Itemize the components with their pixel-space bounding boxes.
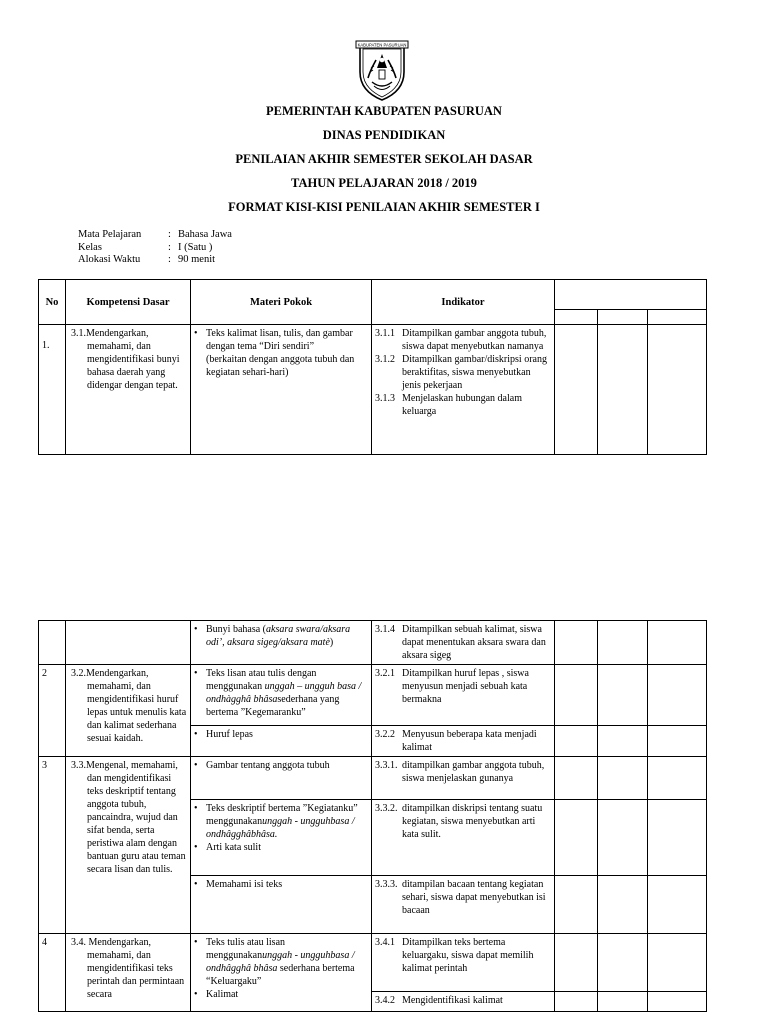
kompetensi-dasar-cell: 3.3.Mengenal, memahami, dan mengidentifikasi teks deskriptif tentang anggota tubuh, pancaindra, wujud dan sifat benda, serta peristiwa alam dengan bantuan guru atau teman secara lisan dan tulis. bbox=[66, 757, 191, 934]
meta-row bbox=[78, 229, 232, 242]
materi-cell: • Gambar tentang anggota tubuh bbox=[191, 757, 372, 800]
header-no: No bbox=[39, 280, 66, 325]
indikator-item: 3.1.2 Ditampilkan gambar/diskripsi orang beraktifitas, siswa menyebutkan jenis pekerjaan bbox=[375, 354, 547, 391]
meta-key: Kelas bbox=[78, 241, 102, 253]
materi-cell: • Teks deskriptif bertema ”Kegiatanku” menggunakanunggah - ungguhbasa / ondhâgghâbhâsa. • Arti kata sulit bbox=[191, 800, 372, 876]
materi-cell: • Bunyi bahasa (aksara swara/aksara odi’, aksara sigeg/aksara matè) bbox=[191, 621, 372, 665]
kisi-kisi-table-2 bbox=[38, 620, 707, 1012]
header-materi-pokok: Materi Pokok bbox=[191, 280, 372, 325]
row-no: 1. bbox=[39, 325, 66, 455]
meta-key: Mata Pelajaran bbox=[78, 229, 142, 240]
kisi-kisi-table-1 bbox=[38, 279, 707, 455]
kabupaten-pasuruan-logo bbox=[354, 38, 410, 102]
table-row bbox=[39, 757, 707, 800]
meta-value: Bahasa Jawa bbox=[178, 229, 232, 240]
table-row bbox=[39, 665, 707, 726]
kompetensi-dasar-cell bbox=[66, 621, 191, 665]
materi-text: (berkaitan dengan anggota tubuh dan kegiatan sehari-hari) bbox=[206, 354, 355, 378]
row-no: 4 bbox=[39, 934, 66, 1012]
meta-value: I (Satu ) bbox=[178, 241, 213, 253]
header-empty bbox=[555, 280, 707, 310]
table-row bbox=[39, 325, 707, 455]
header-subcell bbox=[598, 310, 648, 325]
header-line-5: FORMAT KISI-KISI PENILAIAN AKHIR SEMESTER I bbox=[228, 200, 540, 214]
indikator-cell: 3.3.2. ditampilkan diskripsi tentang suatu kegiatan, siswa menyebutkan arti kata sulit. bbox=[372, 800, 555, 876]
indikator-cell: 3.2.1 Ditampilkan huruf lepas , siswa menyusun menjadi sebuah kata bermakna bbox=[372, 665, 555, 726]
indikator-cell: 3.2.2 Menyusun beberapa kata menjadi kalimat bbox=[372, 726, 555, 757]
subject-info bbox=[78, 229, 232, 267]
header-line-3: PENILAIAN AKHIR SEMESTER SEKOLAH DASAR bbox=[235, 152, 533, 166]
header-subcell bbox=[555, 310, 598, 325]
kd-text: 3.1.Mendengarkan, memahami, dan mengidentifikasi bunyi bahasa daerah yang didengar dengan tepat. bbox=[71, 328, 180, 391]
indikator-cell: 3.4.1 Ditampilkan teks bertema keluargaku, siswa dapat memilih kalimat perintah bbox=[372, 934, 555, 992]
materi-text: Teks kalimat lisan, tulis, dan gambar dengan tema “Diri sendiri” bbox=[206, 328, 353, 352]
header-line-1: PEMERINTAH KABUPATEN PASURUAN bbox=[266, 104, 502, 118]
indikator-cell: 3.3.1. ditampilkan gambar anggota tubuh, siswa menjelaskan gunanya bbox=[372, 757, 555, 800]
meta-row bbox=[78, 242, 232, 255]
header-line-2: DINAS PENDIDIKAN bbox=[322, 128, 446, 142]
materi-cell: • Teks tulis atau lisan menggunakanunggah - ungguhbasa / ondhâgghâ bhâsa sederhana bertema “Keluargaku” • Kalimat bbox=[191, 934, 372, 1012]
header-indikator: Indikator bbox=[372, 280, 555, 325]
meta-value: 90 menit bbox=[178, 254, 216, 265]
indikator-item: 3.1.1 Ditampilkan gambar anggota tubuh, siswa dapat menyebutkan namanya bbox=[375, 328, 547, 352]
empty-cell bbox=[555, 325, 598, 455]
table-row bbox=[39, 934, 707, 992]
indikator-cell: 3.4.2 Mengidentifikasi kalimat bbox=[372, 992, 555, 1012]
empty-cell bbox=[598, 325, 648, 455]
meta-sep: : bbox=[168, 229, 171, 240]
meta-sep: : bbox=[168, 241, 171, 253]
svg-text:KABUPATEN PASURUAN: KABUPATEN PASURUAN bbox=[357, 42, 407, 48]
indikator-cell bbox=[372, 325, 555, 455]
empty-cell bbox=[648, 325, 707, 455]
list-item: • Teks kalimat lisan, tulis, dan gambar dengan tema “Diri sendiri” bbox=[194, 327, 368, 353]
materi-cell: • Huruf lepas bbox=[191, 726, 372, 757]
materi-cell: • Teks lisan atau tulis dengan menggunakan unggah – ungguh basa / ondhàgghâ bhâsasederhana yang bertema ”Kegemaranku” bbox=[191, 665, 372, 726]
row-no: 2 bbox=[39, 665, 66, 757]
materi-cell: • Memahami isi teks bbox=[191, 876, 372, 934]
kompetensi-dasar-cell: 3.2.Mendengarkan, memahami, dan mengidentifikasi huruf lepas untuk menulis kata dan kalimat sederhana sesuai kaidah. bbox=[66, 665, 191, 757]
materi-cell bbox=[191, 325, 372, 455]
header-kompetensi-dasar: Kompetensi Dasar bbox=[66, 280, 191, 325]
header-line-4: TAHUN PELAJARAN 2018 / 2019 bbox=[291, 176, 477, 190]
kompetensi-dasar-cell bbox=[66, 325, 191, 455]
indikator-item: 3.1.3 Menjelaskan hubungan dalam keluarga bbox=[375, 393, 522, 417]
indikator-cell: 3.3.3. ditampilan bacaan tentang kegiatan sehari, siswa dapat menyebutkan isi bacaan bbox=[372, 876, 555, 934]
meta-row bbox=[78, 254, 232, 267]
meta-key: Alokasi Waktu bbox=[78, 254, 141, 265]
row-no bbox=[39, 621, 66, 665]
row-no: 3 bbox=[39, 757, 66, 934]
table-row bbox=[39, 621, 707, 665]
indikator-cell: 3.1.4 Ditampilkan sebuah kalimat, siswa dapat menentukan aksara swara dan aksara sigeg bbox=[372, 621, 555, 665]
meta-sep: : bbox=[168, 254, 171, 265]
header-subcell bbox=[648, 310, 707, 325]
kompetensi-dasar-cell: 3.4. Mendengarkan, memahami, dan mengidentifikasi teks perintah dan permintaan secara bbox=[66, 934, 191, 1012]
